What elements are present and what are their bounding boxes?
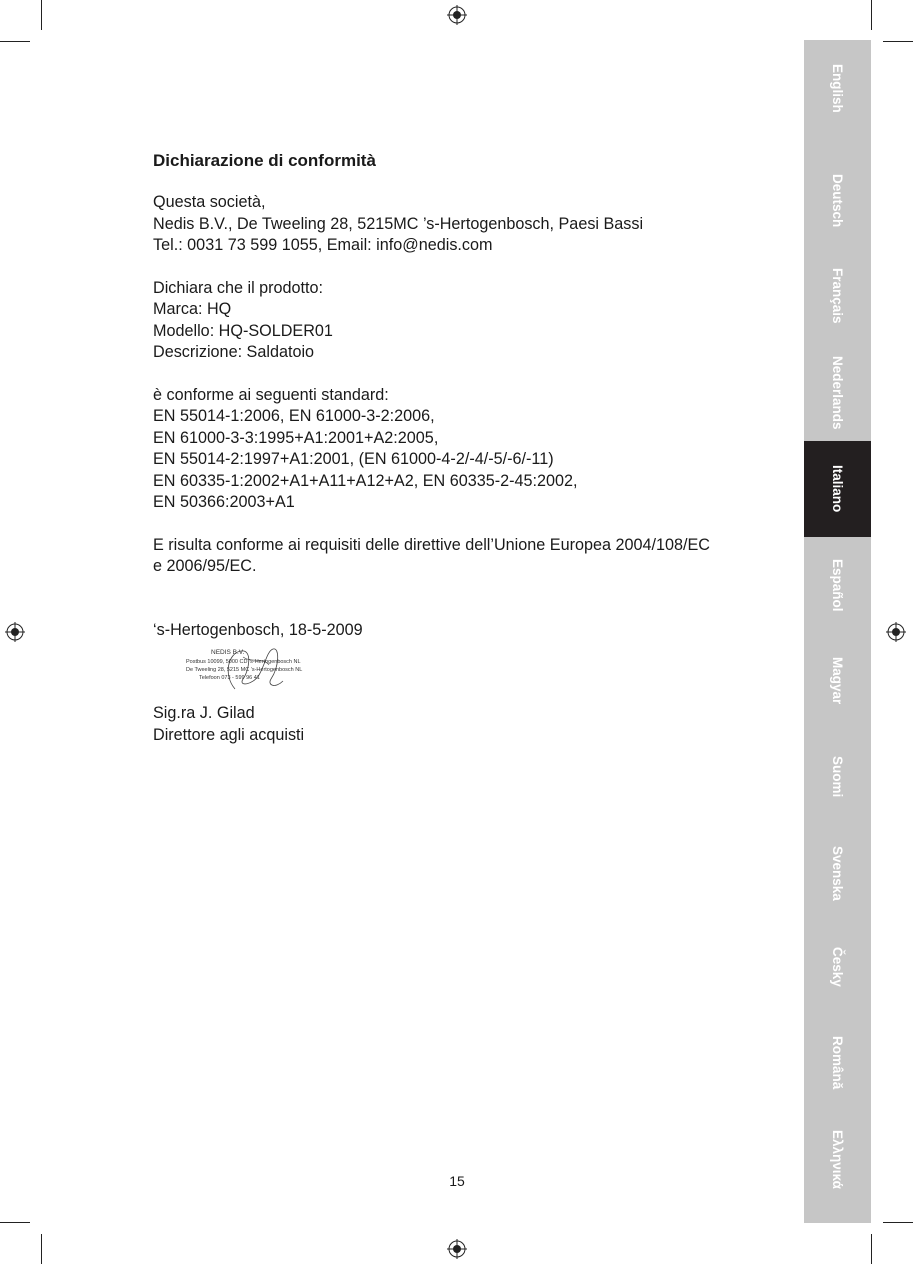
language-tabs	[804, 40, 871, 1223]
standards-line: EN 60335-1:2002+A1+A11+A12+A2, EN 60335-2-45:2002,	[153, 471, 578, 490]
crop-mark-bottom-left-v	[41, 1234, 42, 1264]
registration-mark-icon	[886, 622, 906, 642]
place-date-text: ‘s-Hertogenbosch, 18-5-2009	[153, 620, 363, 639]
standards-line: è conforme ai seguenti standard:	[153, 385, 389, 404]
crop-mark-bottom-right-v	[871, 1234, 872, 1264]
tab-label: Magyar	[830, 657, 845, 705]
tab-espanol[interactable]	[804, 537, 871, 633]
tab-deutsch[interactable]	[804, 153, 871, 249]
tab-label: Español	[830, 558, 845, 612]
company-line: Questa società,	[153, 193, 266, 211]
signature-stamp	[153, 641, 773, 701]
crop-mark-top-right-v	[871, 0, 872, 30]
standards-line: EN 55014-1:2006, EN 61000-3-2:2006,	[153, 407, 435, 425]
tab-magyar[interactable]	[804, 633, 871, 729]
crop-mark-top-left-v	[41, 0, 42, 30]
tab-label: Suomi	[830, 756, 845, 798]
directive-block	[153, 535, 773, 578]
company-line: Tel.: 0031 73 599 1055, Email: info@nedis.com	[153, 236, 493, 254]
tab-label: Deutsch	[830, 174, 845, 228]
tab-label: Česky	[830, 947, 845, 987]
product-line: Dichiara che il prodotto:	[153, 278, 324, 297]
tab-romana[interactable]	[804, 1015, 871, 1111]
stamp-line: Telefoon 073 - 599 96 41	[199, 675, 260, 681]
tab-ellinika[interactable]	[804, 1111, 871, 1207]
stamp-line: NEDIS B.V.	[211, 649, 245, 656]
registration-mark-icon	[447, 1239, 467, 1259]
tab-label: Svenska	[830, 845, 845, 901]
tab-label: Română	[830, 1036, 845, 1090]
tab-label: Italiano	[830, 465, 845, 513]
place-date	[153, 620, 773, 642]
tab-cesky[interactable]	[804, 919, 871, 1015]
stamp-line: De Tweeling 28, 5215 MC ’s-Hertogenbosch NL	[186, 667, 303, 673]
standards-line: EN 55014-2:1997+A1:2001, (EN 61000-4-2/-4/-5/-6/-11)	[153, 450, 554, 468]
crop-mark-bottom-left-h	[0, 1222, 30, 1223]
product-line: Modello: HQ-SOLDER01	[153, 321, 333, 340]
signatory-block	[153, 703, 773, 746]
standards-line: EN 50366:2003+A1	[153, 493, 295, 511]
page-number: 15	[449, 1173, 465, 1189]
product-block	[153, 278, 773, 364]
tab-svenska[interactable]	[804, 825, 871, 921]
signatory-role: Direttore agli acquisti	[153, 725, 305, 744]
crop-mark-top-left-h	[0, 41, 30, 42]
tab-label: English	[830, 63, 845, 113]
tab-francais[interactable]	[804, 248, 871, 344]
registration-mark-icon	[447, 5, 467, 25]
directive-line: e 2006/95/EC.	[153, 557, 257, 575]
stamp-line: Postbus 10099, 5000 CD ’s-Hertogenbosch NL	[186, 659, 301, 665]
product-line: Marca: HQ	[153, 300, 232, 318]
tab-nederlands[interactable]	[804, 345, 871, 441]
crop-mark-bottom-right-h	[883, 1222, 913, 1223]
directive-line: E risulta conforme ai requisiti delle direttive dell’Unione Europea 2004/108/EC	[153, 535, 710, 554]
standards-block	[153, 385, 773, 514]
tab-label: Nederlands	[830, 356, 845, 430]
registration-mark-icon	[5, 622, 25, 642]
declaration-content	[153, 150, 773, 767]
page-title: Dichiarazione di conformità	[153, 151, 376, 170]
tab-label: Français	[830, 268, 845, 324]
company-line: Nedis B.V., De Tweeling 28, 5215MC ’s-Hertogenbosch, Paesi Bassi	[153, 214, 644, 233]
crop-mark-top-right-h	[883, 41, 913, 42]
tab-suomi[interactable]	[804, 729, 871, 825]
company-block	[153, 192, 773, 257]
tab-italiano[interactable]	[804, 441, 871, 537]
product-line: Descrizione: Saldatoio	[153, 343, 315, 361]
tab-english[interactable]	[804, 40, 871, 136]
standards-line: EN 61000-3-3:1995+A1:2001+A2:2005,	[153, 428, 439, 447]
tab-label: Ελληνικά	[830, 1129, 845, 1189]
signatory-name: Sig.ra J. Gilad	[153, 704, 255, 722]
